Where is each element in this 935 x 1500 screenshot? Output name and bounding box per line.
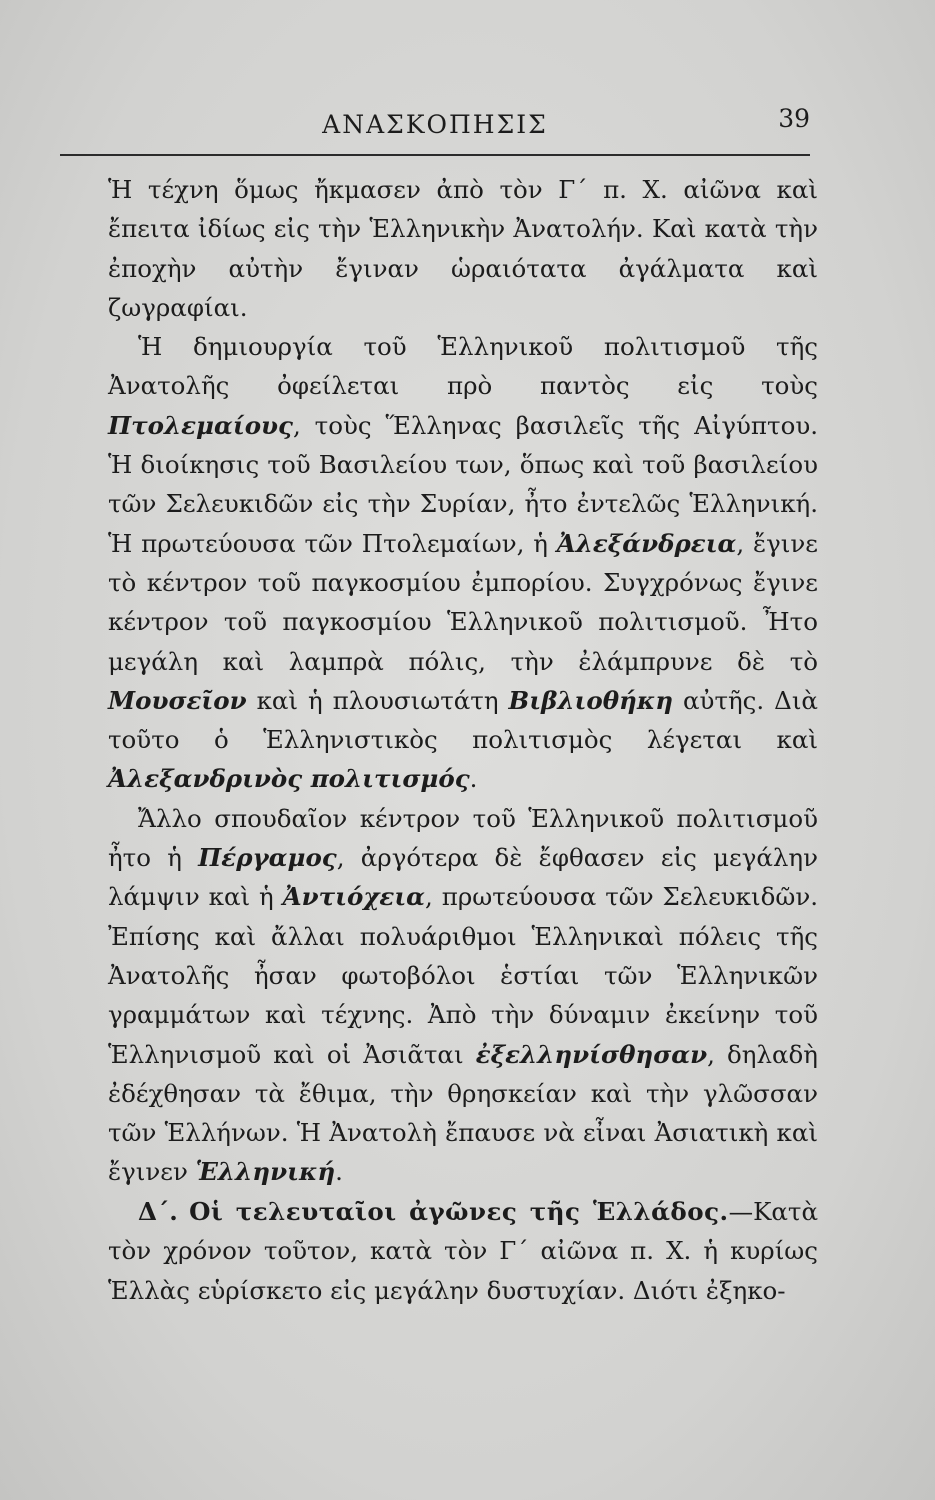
- section-delta: [108, 1192, 818, 1310]
- paragraph-2: [108, 327, 818, 799]
- emphasized-term: Ἀλεξανδρινὸς πολιτισμός: [108, 764, 470, 794]
- header-rule: [60, 154, 810, 156]
- text-segment: .: [469, 764, 478, 794]
- text-segment: , τοὺς Ἕλληνας βασιλεῖς τῆς Αἰγύπτου. Ἡ διοίκησις τοῦ Βασιλείου των, ὅπως καὶ τοῦ βασιλείου τῶν Σελευκιδῶν εἰς τὴν Συρίαν, ἦτο ἐντελῶς Ἑλληνική. Ἡ πρωτεύουσα τῶν Πτολεμαίων, ἡ: [108, 410, 818, 558]
- emphasized-term: Ἀλεξάνδρεια: [556, 528, 737, 558]
- emphasized-term: Πτολεμαίους: [108, 410, 293, 440]
- emphasized-term: ἐξελληνίσθησαν: [475, 1039, 708, 1069]
- section-dash: —: [728, 1197, 754, 1226]
- running-head: ΑΝΑΣΚΟΠΗΣΙΣ: [322, 110, 548, 139]
- emphasized-term: Ἑλληνική: [195, 1157, 336, 1187]
- section-paragraph: [108, 1192, 818, 1310]
- emphasized-term: Πέργαμος: [198, 843, 337, 873]
- section-number: Δ΄.: [138, 1197, 178, 1226]
- text-segment: , πρωτεύουσα τῶν Σελευκιδῶν. Ἐπίσης καὶ ἄλλαι πολυάριθμοι Ἑλληνικαὶ πόλεις τῆς Ἀνατολῆς ἦσαν φωτοβόλοι ἑστίαι τῶν Ἑλληνικῶν γραμμάτων καὶ τέχνης. Ἀπὸ τὴν δύναμιν ἐκείνην τοῦ Ἑλληνισμοῦ καὶ οἱ Ἀσιᾶται: [108, 882, 819, 1069]
- text-segment: , δηλαδὴ ἐδέχθησαν τὰ ἔθιμα, τὴν θρησκείαν καὶ τὴν γλῶσσαν τῶν Ἑλλήνων. Ἡ Ἀνατολὴ ἔπαυσε νὰ εἶναι Ἀσιατικὴ καὶ ἔγινεν: [108, 1039, 818, 1187]
- text-segment: , ἀργότερα δὲ ἔφθασεν εἰς μεγάλην λάμψιν καὶ ἡ: [108, 843, 818, 912]
- text-segment: καὶ ἡ πλουσιωτάτη: [246, 685, 509, 715]
- text-segment: Ἄλλο σπουδαῖον κέντρον τοῦ Ἑλληνικοῦ πολιτισμοῦ ἦτο ἡ: [108, 803, 818, 873]
- emphasized-term: Μουσεῖον: [108, 685, 247, 715]
- paragraph-3: [108, 799, 818, 1192]
- page-header: [60, 100, 810, 150]
- emphasized-term: Βιβλιοθήκη: [508, 685, 674, 715]
- text-segment: Ἡ τέχνη ὅμως ἤκμασεν ἀπὸ τὸν Γ΄ π. Χ. αἰῶνα καὶ ἔπειτα ἰδίως εἰς τὴν Ἑλληνικὴν Ἀνατολήν. Καὶ κατὰ τὴν ἐποχὴν αὐτὴν ἔγιναν ὡραιότατα ἀγάλματα καὶ ζωγραφίαι.: [108, 175, 818, 322]
- emphasized-term: Ἀντιόχεια: [282, 882, 426, 912]
- page-number: 39: [778, 104, 810, 133]
- body-text: [108, 170, 818, 1192]
- text-segment: αὐτῆς. Διὰ τοῦτο ὁ Ἑλληνιστικὸς πολιτισμὸς λέγεται καὶ: [108, 685, 818, 755]
- section-text: Κατὰ τὸν χρόνον τοῦτον, κατὰ τὸν Γ΄ αἰῶνα π. Χ. ἡ κυρίως Ἑλλὰς εὑρίσκετο εἰς μεγάλην δυστυχίαν. Διότι ἐξηκο-: [108, 1197, 819, 1305]
- section-heading: Οἱ τελευταῖοι ἀγῶνες τῆς Ἑλλάδος.: [189, 1197, 729, 1226]
- paragraph-1: [108, 170, 818, 327]
- text-segment: , ἔγινε τὸ κέντρον τοῦ παγκοσμίου ἐμπορίου. Συγχρόνως ἔγινε κέντρον τοῦ παγκοσμίου Ἑλληνικοῦ πολιτισμοῦ. Ἦτο μεγάλη καὶ λαμπρὰ πόλις, τὴν ἐλάμπρυνε δὲ τὸ: [108, 528, 819, 676]
- text-segment: .: [335, 1157, 343, 1187]
- text-segment: Ἡ δημιουργία τοῦ Ἑλληνικοῦ πολιτισμοῦ τῆς Ἀνατολῆς ὀφείλεται πρὸ παντὸς εἰς τοὺς: [108, 332, 818, 401]
